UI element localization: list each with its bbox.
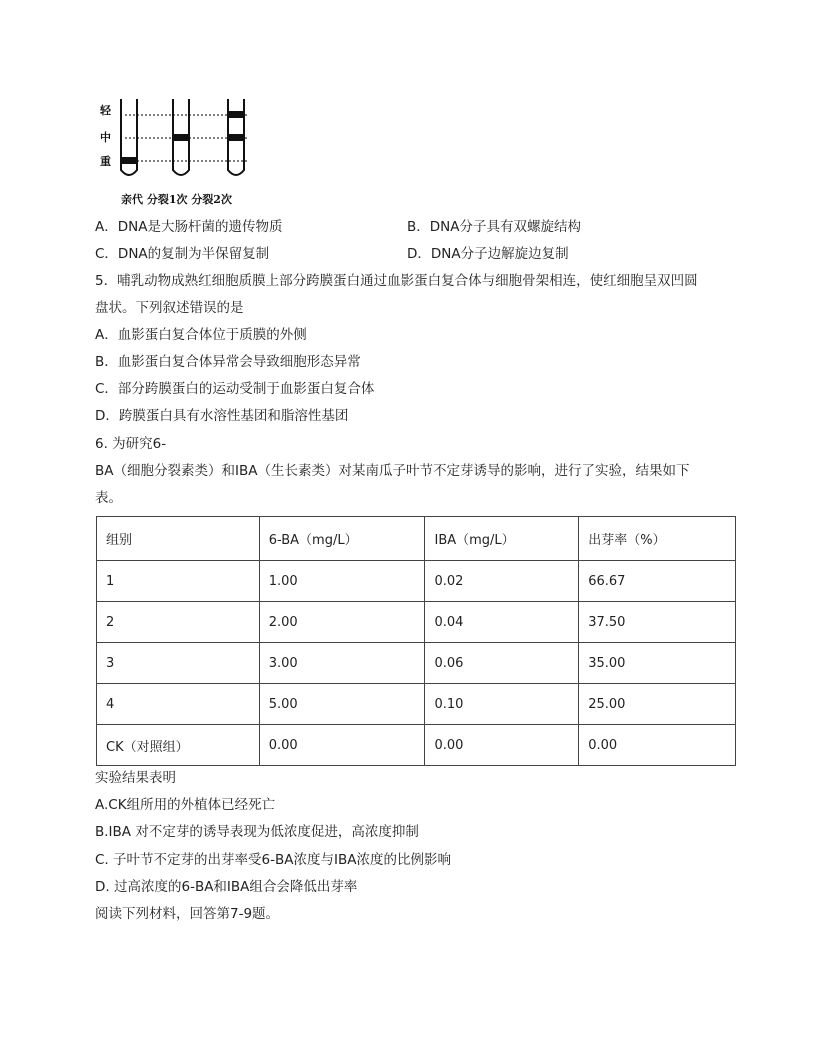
table-row (97, 602, 736, 643)
table-header-row (97, 517, 736, 561)
cell-6ba: 3.00 (259, 643, 425, 684)
header-6ba: 6-BA（mg/L） (259, 517, 425, 561)
q5-option-b: B．血影蛋白复合体异常会导致细胞形态异常 (95, 354, 361, 370)
cell-6ba: 2.00 (259, 602, 425, 643)
label-medium: 中 (100, 131, 111, 144)
q4-option-b: B．DNA分子具有双螺旋结构 (407, 219, 581, 235)
cell-iba: 0.10 (425, 684, 579, 725)
cell-6ba: 1.00 (259, 561, 425, 602)
cell-group: 4 (97, 684, 260, 725)
cell-group: 3 (97, 643, 260, 684)
cell-rate: 35.00 (579, 643, 736, 684)
centrifuge-tube-figure (95, 92, 275, 212)
results-table (96, 516, 736, 766)
q5-option-a: A．血影蛋白复合体位于质膜的外侧 (95, 327, 307, 343)
q5-option-c: C．部分跨膜蛋白的运动受制于血影蛋白复合体 (95, 381, 375, 397)
table-row (97, 684, 736, 725)
generation-labels: 亲代 分裂1次 分裂2次 (121, 193, 232, 206)
cell-rate: 37.50 (579, 602, 736, 643)
table-row (97, 643, 736, 684)
q5-stem-line1: 5．哺乳动物成熟红细胞质膜上部分跨膜蛋白通过血影蛋白复合体与细胞骨架相连，使红细胞呈双凹圆 (95, 273, 698, 289)
cell-6ba: 5.00 (259, 684, 425, 725)
cell-iba: 0.02 (425, 561, 579, 602)
table-row (97, 725, 736, 766)
label-light: 轻 (100, 104, 111, 117)
header-iba: IBA（mg/L） (425, 517, 579, 561)
cell-rate: 0.00 (579, 725, 736, 766)
cell-iba: 0.04 (425, 602, 579, 643)
q6-option-d: D. 过高浓度的6-BA和IBA组合会降低出芽率 (95, 879, 358, 895)
cell-rate: 25.00 (579, 684, 736, 725)
q5-option-d: D．跨膜蛋白具有水溶性基团和脂溶性基团 (95, 408, 349, 424)
q4-option-d: D．DNA分子边解旋边复制 (407, 246, 569, 262)
cell-iba: 0.06 (425, 643, 579, 684)
tube-gen1-band-medium (174, 134, 188, 141)
cell-6ba: 0.00 (259, 725, 425, 766)
q6-result-intro: 实验结果表明 (95, 770, 176, 786)
tube-gen2-band-medium (229, 134, 243, 141)
q6-stem-line1: 6. 为研究6- (95, 436, 167, 452)
q6-option-c: C. 子叶节不定芽的出芽率受6-BA浓度与IBA浓度的比例影响 (95, 852, 451, 868)
q6-option-b: B.IBA 对不定芽的诱导表现为低浓度促进，高浓度抑制 (95, 824, 419, 840)
q4-option-c: C．DNA的复制为半保留复制 (95, 246, 270, 262)
cell-iba: 0.00 (425, 725, 579, 766)
cell-rate: 66.67 (579, 561, 736, 602)
header-rate: 出芽率（%） (579, 517, 736, 561)
q6-stem-line2: BA（细胞分裂素类）和IBA（生长素类）对某南瓜子叶节不定芽诱导的影响，进行了实验，结果如下 (95, 463, 690, 479)
header-group: 组别 (97, 517, 260, 561)
tube-gen2-band-light (229, 111, 243, 118)
reading-note: 阅读下列材料，回答第7-9题。 (95, 906, 280, 922)
q6-option-a: A.CK组所用的外植体已经死亡 (95, 797, 276, 813)
cell-group: 1 (97, 561, 260, 602)
cell-group: CK（对照组） (97, 725, 260, 766)
q6-stem-line3: 表。 (95, 490, 122, 506)
cell-group: 2 (97, 602, 260, 643)
label-heavy: 重 (100, 155, 111, 168)
q4-option-a: A．DNA是大肠杆菌的遗传物质 (95, 219, 283, 235)
table-row (97, 561, 736, 602)
tube-parent-band-heavy (122, 157, 136, 164)
q5-stem-line2: 盘状。下列叙述错误的是 (95, 300, 244, 316)
centrifuge-tube-diagram (95, 92, 275, 212)
